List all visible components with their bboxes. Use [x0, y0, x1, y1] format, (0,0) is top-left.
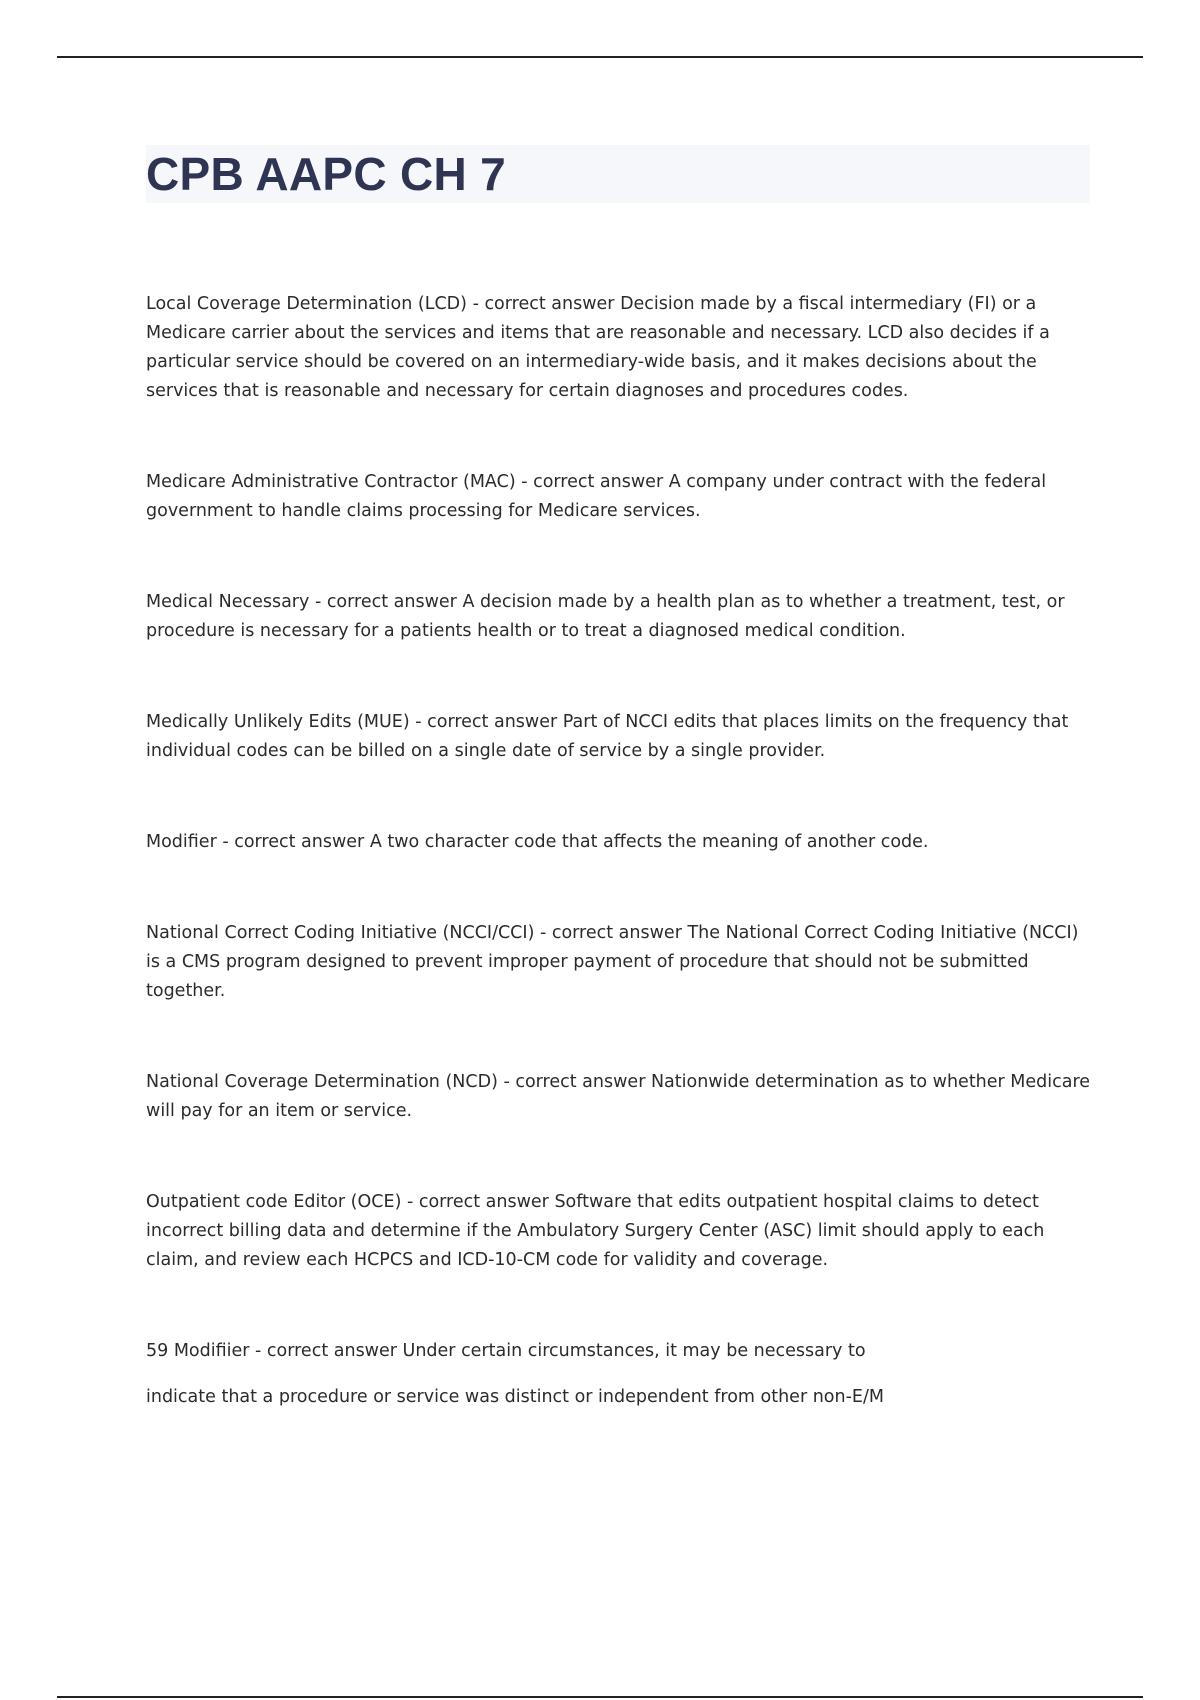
entry-definition: Software that edits outpatient hospital claims to detect incorrect billing data and determine if the Ambulatory Surgery Center (ASC) limit should apply to each claim, and review each HCPCS and ICD-10-CM code for validity and coverage. [146, 1192, 1045, 1270]
entry-separator: - correct answer [497, 1072, 651, 1092]
flashcard-entry-last [146, 1337, 1096, 1412]
flashcard-entry [146, 1188, 1096, 1275]
flashcard-entry [146, 468, 1096, 526]
entry-term: National Correct Coding Initiative (NCCI/CCI) [146, 923, 535, 943]
flashcard-entry [146, 708, 1096, 766]
flashcard-entry [146, 588, 1096, 646]
entry-separator: - correct answer [401, 1192, 555, 1212]
entry-first-line [146, 1337, 1096, 1366]
entry-definition: A decision made by a health plan as to whether a treatment, test, or procedure is necessary for a patients health or to treat a diagnosed medical condition. [146, 592, 1065, 641]
bottom-rule [57, 1696, 1143, 1698]
entry-term: Medicare Administrative Contractor (MAC) [146, 472, 516, 492]
entry-separator: - correct answer [216, 832, 370, 852]
entry-term: Medical Necessary [146, 592, 310, 612]
flashcard-entry [146, 828, 1096, 857]
entry-term: Local Coverage Determination (LCD) [146, 294, 467, 314]
entry-term: Medically Unlikely Edits (MUE) [146, 712, 410, 732]
entry-definition: Decision made by a fiscal intermediary (FI) or a Medicare carrier about the services and items that are reasonable and necessary. LCD also decides if a particular service should be covered on an intermediary-wide basis, and it makes decisions about the services that is reasonable and necessary for certain diagnoses and procedures codes. [146, 294, 1050, 401]
entry-separator: - correct answer [534, 923, 688, 943]
entry-definition: A company under contract with the federal government to handle claims processing for Medicare services. [146, 472, 1047, 521]
document-title: CPB AAPC CH 7 [146, 148, 507, 200]
entry-definition-line2: indicate that a procedure or service was distinct or independent from other non-E/M [146, 1387, 884, 1407]
entry-separator: - correct answer [409, 712, 563, 732]
entry-separator: - correct answer [515, 472, 669, 492]
entry-separator: - correct answer [249, 1341, 403, 1361]
entry-definition-line1: Under certain circumstances, it may be necessary to [402, 1341, 866, 1361]
entry-definition: Nationwide determination as to whether Medicare will pay for an item or service. [146, 1072, 1091, 1121]
entry-definition: The National Correct Coding Initiative (NCCI) is a CMS program designed to prevent improper payment of procedure that should not be submitted together. [146, 923, 1079, 1001]
entry-term: Outpatient code Editor (OCE) [146, 1192, 402, 1212]
entry-term: Modifier [146, 832, 217, 852]
entry-definition: Part of NCCI edits that places limits on the frequency that individual codes can be billed on a single date of service by a single provider. [146, 712, 1069, 761]
entry-separator: - correct answer [467, 294, 621, 314]
entry-term: National Coverage Determination (NCD) [146, 1072, 498, 1092]
flashcard-entry [146, 290, 1096, 406]
flashcard-entry [146, 919, 1096, 1006]
flashcard-list [146, 290, 1096, 1412]
entry-definition: A two character code that affects the meaning of another code. [369, 832, 929, 852]
entry-separator: - correct answer [309, 592, 463, 612]
entry-term: 59 Modifiier [146, 1341, 250, 1361]
flashcard-entry [146, 1068, 1096, 1126]
top-rule [57, 56, 1143, 58]
